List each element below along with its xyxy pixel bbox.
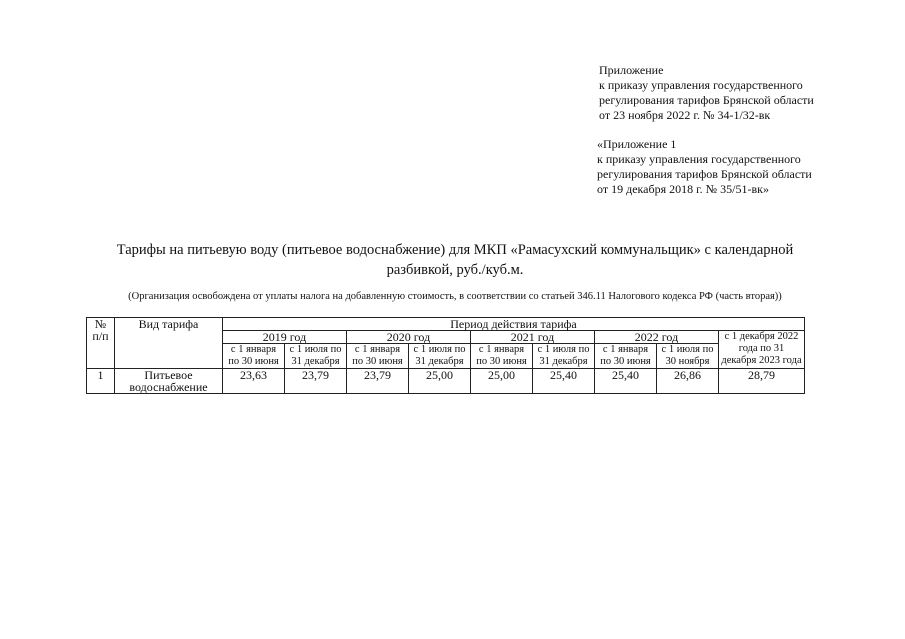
tariff-value: 23,79 [347, 369, 409, 394]
appendix-line: к приказу управления государственного [597, 152, 801, 166]
tariff-value: 25,00 [471, 369, 533, 394]
appendix-line: Приложение [599, 63, 664, 77]
tariff-value: 23,63 [223, 369, 285, 394]
header-num: № п/п [87, 318, 115, 369]
appendix-line: от 19 декабря 2018 г. № 35/51-вк» [597, 182, 769, 196]
header-period: Период действия тарифа [223, 318, 805, 331]
header-year: 2022 год [595, 331, 719, 344]
vat-note: (Организация освобождена от уплаты налога на добавленную стоимость, в соответствии со статьей 346.11 Налогового кодекса РФ (часть вторая)) [128, 291, 782, 302]
appendix-line: «Приложение 1 [597, 137, 677, 151]
header-last-period: с 1 декабря 2022 года по 31 декабря 2023 года [719, 331, 805, 369]
tariff-table [86, 317, 805, 394]
title-line: разбивкой, руб./куб.м. [386, 262, 524, 278]
header-subperiod: с 1 июля по 31 декабря [533, 344, 595, 369]
tariff-value: 25,40 [533, 369, 595, 394]
appendix-line: от 23 ноября 2022 г. № 34-1/32-вк [599, 108, 771, 122]
header-year: 2020 год [347, 331, 471, 344]
appendix-line: регулирования тарифов Брянской области [597, 167, 812, 181]
table-row [87, 369, 805, 394]
header-subperiod: с 1 июля по 31 декабря [285, 344, 347, 369]
header-subperiod: с 1 января по 30 июня [595, 344, 657, 369]
title-line: Тарифы на питьевую воду (питьевое водоснабжение) для МКП «Рамасухский коммунальщик» с календарной [116, 242, 794, 258]
tariff-value: 25,40 [595, 369, 657, 394]
header-year: 2021 год [471, 331, 595, 344]
appendix-original [597, 137, 887, 197]
header-subperiod: с 1 января по 30 июня [471, 344, 533, 369]
tariff-value: 25,00 [409, 369, 471, 394]
header-subperiod: с 1 января по 30 июня [223, 344, 285, 369]
tariff-value: 28,79 [719, 369, 805, 394]
header-year: 2019 год [223, 331, 347, 344]
row-tariff-type: Питьевое водоснабжение [115, 369, 223, 394]
row-num: 1 [87, 369, 115, 394]
document-title [60, 240, 850, 280]
header-tariff-type: Вид тарифа [115, 318, 223, 369]
tariff-value: 26,86 [657, 369, 719, 394]
header-subperiod: с 1 июля по 30 ноября [657, 344, 719, 369]
header-subperiod: с 1 января по 30 июня [347, 344, 409, 369]
appendix-current [599, 63, 889, 123]
appendix-line: к приказу управления государственного [599, 78, 803, 92]
appendix-line: регулирования тарифов Брянской области [599, 93, 814, 107]
tariff-value: 23,79 [285, 369, 347, 394]
header-subperiod: с 1 июля по 31 декабря [409, 344, 471, 369]
